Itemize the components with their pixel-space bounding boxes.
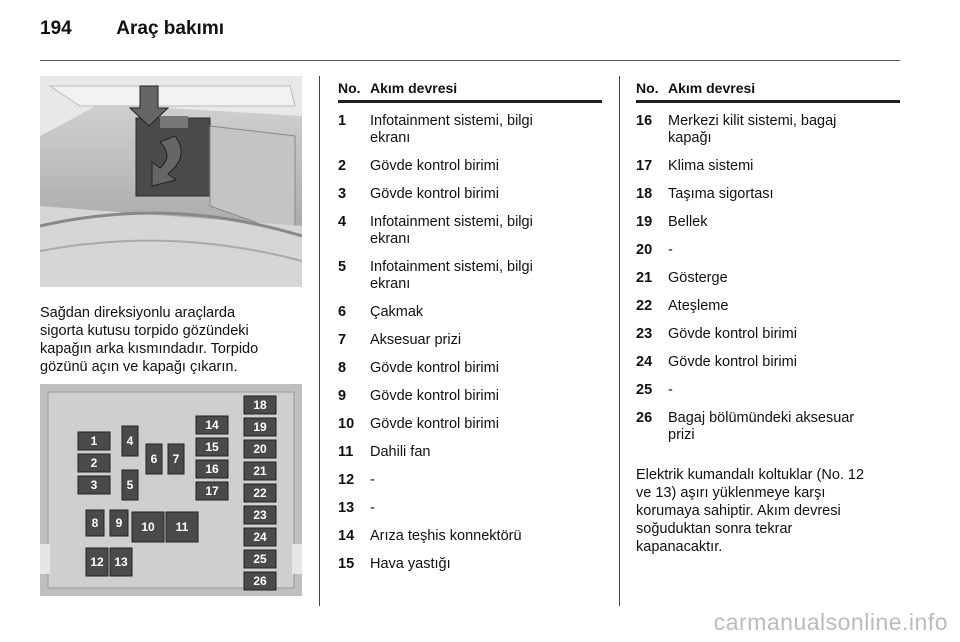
fuse-number: 4 [338, 214, 347, 230]
circuit-name-line: Infotainment sistemi, bilgi [370, 259, 533, 275]
circuit-name-line: Bellek [668, 214, 708, 230]
fuse-label: 21 [253, 464, 267, 478]
fuse-label: 10 [141, 520, 155, 534]
fuse-number: 10 [338, 416, 355, 432]
circuit-name-line: Gösterge [668, 270, 728, 286]
fuse-label: 9 [115, 516, 123, 530]
intro-line: sigorta kutusu torpido gözündeki [40, 323, 249, 339]
fuse-table-left [338, 80, 602, 584]
table-row [636, 298, 900, 315]
fuse-number: 22 [636, 298, 653, 314]
note-line: soğuduktan sonra tekrar [636, 521, 793, 537]
fuse-label: 20 [253, 442, 267, 456]
table-row [338, 259, 602, 293]
circuit-name [370, 556, 602, 573]
circuit-name-line: Dahili fan [370, 444, 431, 460]
intro-line: kapağın arka kısmındadır. Torpido [40, 341, 259, 357]
table-row [636, 382, 900, 399]
fuse-label: 24 [253, 530, 267, 544]
circuit-name [668, 214, 900, 231]
circuit-name-line: kapağı [668, 130, 712, 146]
circuit-name-line: Aksesuar prizi [370, 332, 462, 348]
circuit-name-line: Klima sistemi [668, 158, 754, 174]
circuit-name-line: Gövde kontrol birimi [668, 354, 797, 370]
fuse-label: 4 [126, 434, 134, 448]
circuit-name-line: ekranı [370, 130, 411, 146]
header-no: No. [636, 80, 659, 96]
circuit-name [370, 444, 602, 461]
fuse-label: 18 [253, 398, 267, 412]
circuit-name [370, 528, 602, 545]
header-no: No. [338, 80, 361, 96]
table-row [636, 186, 900, 203]
fuse-number: 24 [636, 354, 653, 370]
note-line: ve 13) aşırı yüklenmeye karşı [636, 485, 826, 501]
fuse-label: 3 [90, 478, 98, 492]
column-divider [619, 76, 620, 606]
intro-line: gözünü açın ve kapağı çıkarın. [40, 359, 238, 375]
fuse-number: 1 [338, 113, 347, 129]
header-rule [40, 60, 900, 61]
fuse-label: 1 [90, 434, 98, 448]
fuse-label: 15 [205, 440, 219, 454]
circuit-name-line: Bagaj bölümündeki aksesuar [668, 410, 855, 426]
fuse-label: 8 [91, 516, 99, 530]
fuse-number: 3 [338, 186, 347, 202]
circuit-name-line: prizi [668, 427, 695, 443]
table-row [636, 158, 900, 175]
circuit-name-line: - [668, 382, 673, 398]
circuit-name [668, 158, 900, 175]
circuit-name-line: Ateşleme [668, 298, 729, 314]
glovebox-photo [40, 76, 302, 287]
table-row [338, 444, 602, 461]
fuse-number: 5 [338, 259, 347, 275]
note-text [636, 466, 904, 556]
header-circuit: Akım devresi [668, 80, 756, 96]
circuit-name [370, 388, 602, 405]
table-row [636, 113, 900, 147]
circuit-name [370, 472, 602, 489]
fuse-label: 2 [90, 456, 98, 470]
circuit-name [370, 332, 602, 349]
circuit-name [668, 186, 900, 203]
fuse-label: 22 [253, 486, 267, 500]
circuit-name [668, 270, 900, 287]
fuse-number: 14 [338, 528, 355, 544]
circuit-name-line: Taşıma sigortası [668, 186, 774, 202]
circuit-name [370, 360, 602, 377]
fuse-label: 5 [126, 478, 134, 492]
circuit-name-line: Çakmak [370, 304, 424, 320]
circuit-name [370, 113, 602, 147]
fuse-number: 12 [338, 472, 355, 488]
fuse-label: 26 [253, 574, 267, 588]
table-header [636, 80, 900, 103]
intro-line: Sağdan direksiyonlu araçlarda [40, 305, 236, 321]
circuit-name-line: ekranı [370, 231, 411, 247]
table-header [338, 80, 602, 103]
circuit-name-line: Arıza teşhis konnektörü [370, 528, 522, 544]
fuse-number: 15 [338, 556, 355, 572]
watermark: carmanualsonline.info [713, 609, 948, 635]
table-row [338, 388, 602, 405]
fuse-number: 8 [338, 360, 347, 376]
table-row [636, 270, 900, 287]
note-line: Elektrik kumandalı koltuklar (No. 12 [636, 467, 865, 483]
fuse-label: 23 [253, 508, 267, 522]
fuse-number: 2 [338, 158, 347, 174]
table-row [636, 354, 900, 371]
column-divider [319, 76, 320, 606]
page-title: Araç bakımı [116, 18, 225, 39]
fuse-number: 16 [636, 113, 653, 129]
circuit-name [668, 326, 900, 343]
fuse-number: 11 [338, 444, 354, 460]
table-row [338, 472, 602, 489]
circuit-name [370, 500, 602, 517]
circuit-name-line: Infotainment sistemi, bilgi [370, 214, 533, 230]
intro-text [40, 304, 310, 376]
fuse-number: 23 [636, 326, 653, 342]
fusebox-diagram [40, 384, 302, 596]
table-row [338, 556, 602, 573]
circuit-name-line: - [370, 472, 375, 488]
circuit-name-line: Gövde kontrol birimi [370, 360, 499, 376]
note-line: korumaya sahiptir. Akım devresi [636, 503, 841, 519]
table-row [338, 528, 602, 545]
fuse-label: 13 [114, 555, 128, 569]
circuit-name-line: - [370, 500, 375, 516]
fuse-number: 26 [636, 410, 653, 426]
circuit-name-line: Merkezi kilit sistemi, bagaj [668, 113, 837, 129]
fuse-number: 9 [338, 388, 347, 404]
fuse-number: 25 [636, 382, 653, 398]
fuse-number: 18 [636, 186, 653, 202]
fuse-label: 6 [150, 452, 158, 466]
circuit-name-line: Hava yastığı [370, 556, 451, 572]
page-header [40, 18, 224, 40]
circuit-name-line: Gövde kontrol birimi [370, 158, 499, 174]
circuit-name-line: Gövde kontrol birimi [370, 186, 499, 202]
header-circuit: Akım devresi [370, 80, 458, 96]
circuit-name-line: ekranı [370, 276, 411, 292]
table-row [338, 416, 602, 433]
fuse-table-right [636, 80, 900, 455]
circuit-name-line: Gövde kontrol birimi [370, 388, 499, 404]
fuse-number: 6 [338, 304, 347, 320]
circuit-name-line: Gövde kontrol birimi [370, 416, 499, 432]
circuit-name [370, 158, 602, 175]
circuit-name [668, 113, 900, 147]
fuse-number: 19 [636, 214, 653, 230]
table-row [338, 500, 602, 517]
table-rows [636, 113, 900, 444]
table-row [636, 242, 900, 259]
table-row [636, 410, 900, 444]
table-rows [338, 113, 602, 573]
table-row [338, 186, 602, 203]
fuse-label: 16 [205, 462, 219, 476]
circuit-name [370, 214, 602, 248]
table-row [338, 304, 602, 321]
fuse-number: 13 [338, 500, 355, 516]
fuse-label: 14 [205, 418, 219, 432]
table-row [338, 360, 602, 377]
circuit-name-line: Infotainment sistemi, bilgi [370, 113, 533, 129]
circuit-name [668, 382, 900, 399]
note-line: kapanacaktır. [636, 539, 723, 555]
fuse-label: 25 [253, 552, 267, 566]
fuse-number: 21 [636, 270, 653, 286]
fuse-number: 7 [338, 332, 347, 348]
circuit-name-line: - [668, 242, 673, 258]
page-number: 194 [40, 18, 72, 39]
circuit-name [370, 259, 602, 293]
circuit-name-line: Gövde kontrol birimi [668, 326, 797, 342]
fuse-label: 12 [90, 555, 104, 569]
circuit-name [370, 416, 602, 433]
table-row [636, 326, 900, 343]
fuse-label: 11 [175, 520, 189, 534]
fuse-label: 7 [172, 452, 180, 466]
fuse-number: 17 [636, 158, 653, 174]
fuse-label: 17 [205, 484, 219, 498]
circuit-name [668, 298, 900, 315]
circuit-name [668, 242, 900, 259]
fuse-label: 19 [253, 420, 267, 434]
circuit-name [668, 354, 900, 371]
fuse-number: 20 [636, 242, 653, 258]
table-row [338, 158, 602, 175]
circuit-name [370, 304, 602, 321]
table-row [338, 332, 602, 349]
circuit-name [668, 410, 900, 444]
table-row [636, 214, 900, 231]
table-row [338, 214, 602, 248]
table-row [338, 113, 602, 147]
circuit-name [370, 186, 602, 203]
